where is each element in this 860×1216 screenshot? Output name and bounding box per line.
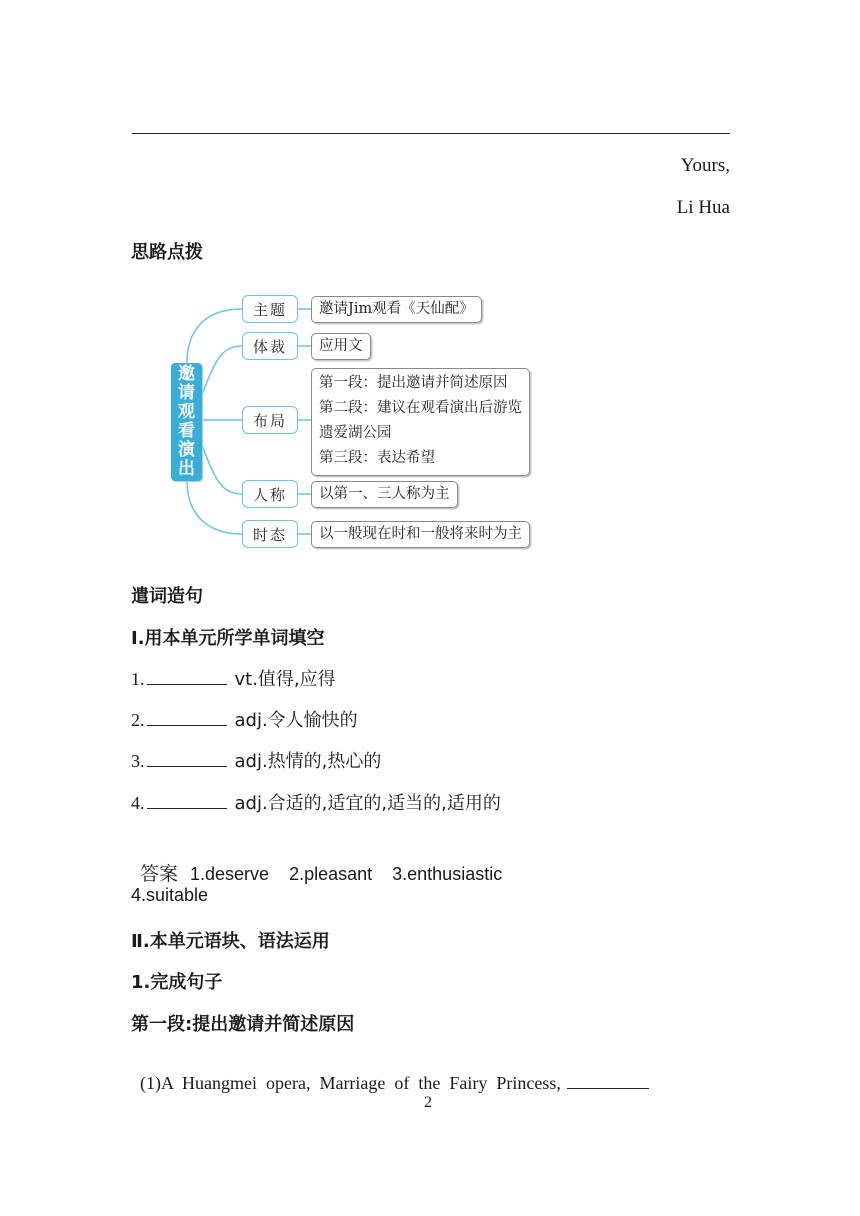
connector-genre (202, 346, 242, 395)
detail-line: 邀请Jim观看《天仙配》 (319, 301, 474, 317)
root-char: 请 (178, 383, 195, 403)
detail-line: 应用文 (319, 338, 363, 354)
category-layout: 布局 (242, 406, 298, 434)
answer-blank[interactable] (147, 709, 227, 726)
detail-line: 第一段：提出邀请并简述原因 (319, 375, 508, 391)
connector-theme (187, 309, 242, 363)
detail-box-theme (311, 296, 482, 323)
section-thinking-heading: 思路点拨 (131, 242, 203, 263)
signature-name: Li Hua (676, 197, 730, 218)
sign-off: Yours, (680, 155, 730, 176)
answer-blank[interactable] (147, 792, 227, 809)
root-char: 演 (178, 440, 195, 460)
root-char: 邀 (178, 364, 195, 384)
vocab-item: 2. adj.令人愉快的 (131, 710, 358, 731)
detail-line: 第三段：表达希望 (319, 450, 435, 466)
detail-line: 遗爱湖公园 (319, 425, 392, 441)
connector-tense (187, 481, 242, 534)
root-char: 看 (178, 421, 195, 441)
sentence-1: (1)A Huangmei opera, Marriage of the Fairy Princess, (131, 1051, 649, 1094)
category-person: 人称 (242, 480, 298, 508)
mind-map-root (171, 363, 202, 481)
detail-line: 以第一、三人称为主 (319, 486, 450, 502)
answer-line-2: 4.suitable (131, 885, 209, 905)
detail-box-tense (311, 521, 530, 548)
vocab-item: 4. adj.合适的,适宜的,适当的,适用的 (131, 793, 501, 814)
detail-line: 以一般现在时和一般将来时为主 (319, 526, 522, 542)
connector-person (202, 445, 242, 494)
category-tense: 时态 (242, 520, 298, 548)
part2-title: Ⅱ.本单元语块、语法运用 (131, 931, 330, 952)
category-genre: 体裁 (242, 332, 298, 360)
answer-blank[interactable] (567, 1072, 649, 1089)
part1-title: Ⅰ.用本单元所学单词填空 (131, 628, 325, 649)
root-char: 出 (178, 459, 195, 479)
vocab-item: 1. vt.值得,应得 (131, 669, 336, 690)
answer-blank[interactable] (147, 750, 227, 767)
category-theme: 主题 (242, 295, 298, 323)
part2-para1: 第一段:提出邀请并简述原因 (131, 1014, 355, 1035)
answers-text: 1.deserve 2.pleasant 3.enthusiastic (190, 864, 503, 884)
vocab-item: 3. adj.热情的,热心的 (131, 751, 382, 772)
part2-sub1: 1.完成句子 (131, 972, 223, 993)
answer-line-1 (131, 838, 502, 886)
page-number: 2 (424, 1094, 432, 1111)
detail-line: 第二段：建议在观看演出后游览 (319, 400, 522, 416)
section-words-heading: 遣词造句 (131, 586, 203, 607)
root-char: 观 (178, 402, 195, 422)
answer-label: 答案 (140, 863, 179, 885)
detail-box-layout (311, 368, 530, 476)
detail-box-genre (311, 333, 371, 360)
answer-blank[interactable] (147, 668, 227, 685)
detail-box-person (311, 481, 458, 508)
